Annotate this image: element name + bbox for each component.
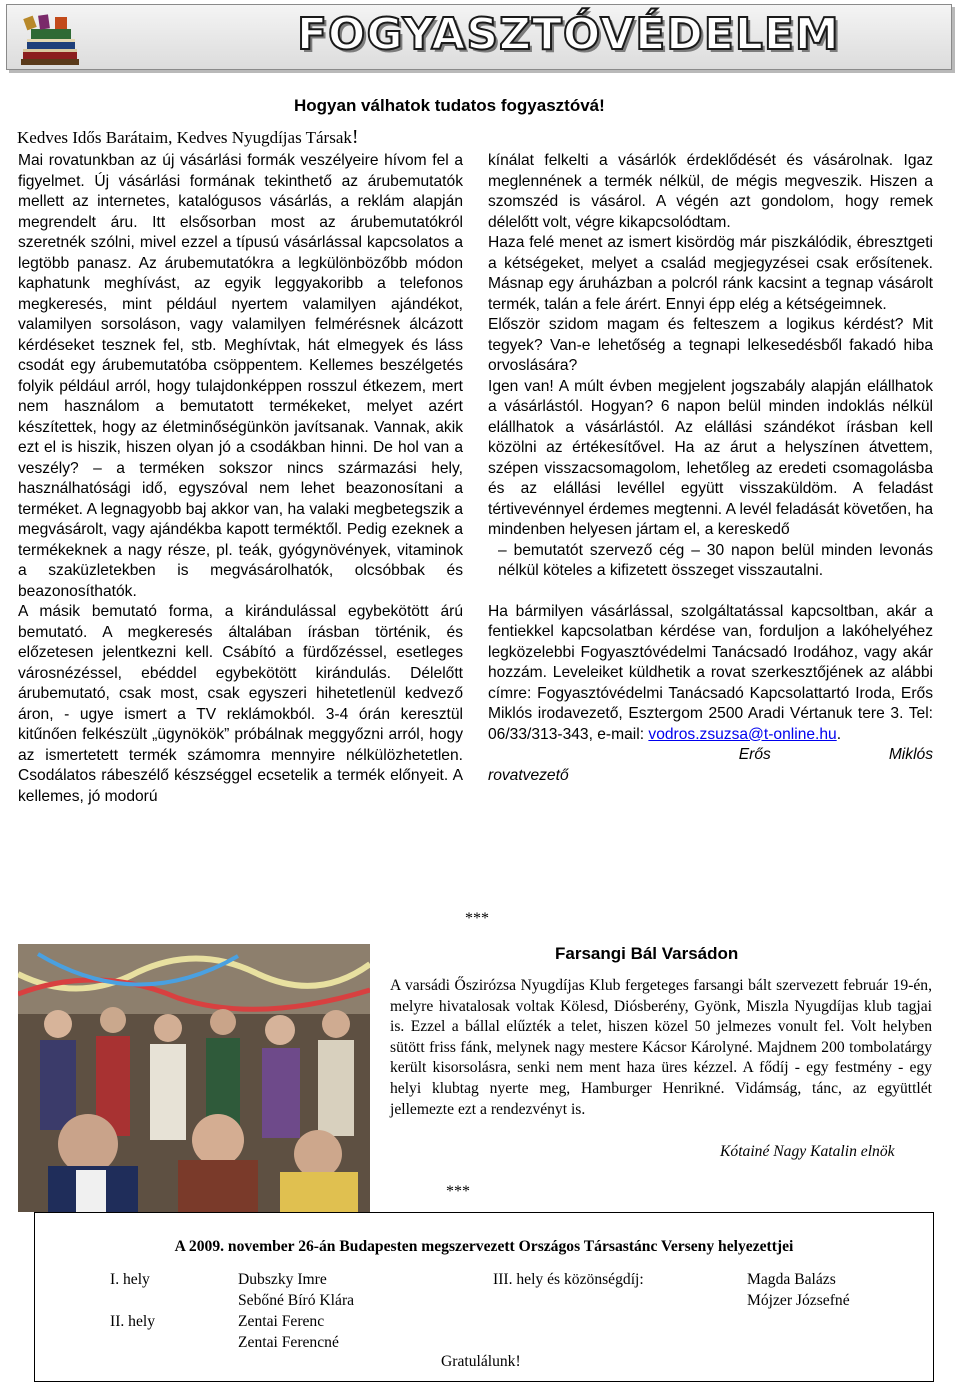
- article-headline: Hogyan válhatok tudatos fogyasztóvá!: [294, 96, 605, 115]
- right-paragraph-1: kínálat felkelti a vásárlók érdeklődését és vásárolnak. Igaz meglennének a termék nélkül, de mégis megveszik. Hiszen a szomszéd is vásárol. A végén azt gondolom, hogy remek délelőtt volt, végre kikapcsolódtam.: [488, 152, 933, 231]
- right-paragraph-2: Haza felé menet az ismert kisördög már piszkálódik, ébresztgeti a kétségeket, melyet a család megjegyzései csak erősítenek. Másnap egy áruházban a polcról ránk kacsint a tegnap vásárolt termék, talán a fele árért. Ennyi épp elég a kétségeimnek.: [488, 234, 933, 313]
- separator-stars: ***: [465, 910, 489, 927]
- place1-winner-a: Dubszky Imre: [238, 1271, 327, 1288]
- right-paragraph-4: Igen van! A múlt évben megjelent jogszabály alapján elállhatok a vásárlástól. Hogyan? 6 napon belül minden indoklás nélkül elállhatok a vásárlástól. Az elállási szándékot írásban kell közölni az értékesítővel. Ha az árut a helyszínen átvettem, szépen visszacsomagolom, lehetőleg az eredeti csomagolásba és az elállási levéllel együtt visszaküldöm. A feladást tértivevénnyel érdemes megtenni. A levél feladását követően, ha mindenben helyesen jártam el, a kereskedő: [488, 377, 933, 538]
- place2-label: II. hely: [110, 1313, 156, 1330]
- right-paragraph-6: [488, 602, 933, 746]
- article-right-column: [488, 151, 933, 786]
- right-paragraph-5: – bemutatót szervező cég – 30 napon belül minden levonás nélkül köteles a kifizetett összeget visszautalni.: [498, 541, 933, 579]
- congrats-text: Gratulálunk!: [441, 1353, 521, 1370]
- results-box: [34, 1212, 934, 1382]
- signature-line: [488, 745, 933, 766]
- left-paragraph-2: A másik bemutató forma, a kirándulással egybekötött árú bemutató. A megkeresés általában írásban történik, és előzetesen jelentkezni kell. Csábító a fürdőzéssel, esetleges városnézéssel, ebéddel egybekötött kirándulás. Délelőtt árubemutató, csak most, csak egyszeri hihetetlenül kedvező áron, - ugye ismert a TV reklámokból. 3-4 órán keresztül kitűnően felkészült „ügynökök” próbálnak meggyőzni arról, hogy az ismertetett termék számomra mennyire nélkülözhetetlen. Csodálatos rábeszélő készséggel ecsetelik a termék előnyeit. A kellemes, jó modorú: [18, 603, 463, 805]
- results-title: A 2009. november 26-án Budapesten megszervezett Országos Társastánc Verseny helyezettjei: [174, 1238, 794, 1255]
- signature-first-name: Erős: [738, 746, 771, 763]
- place3-winner-b: Mójzer Józsefné: [747, 1292, 850, 1309]
- place1-winner-b: Sebőné Bíró Klára: [238, 1292, 355, 1309]
- place1-label: I. hely: [110, 1271, 150, 1288]
- ball-title: Farsangi Bál Varsádon: [555, 944, 739, 963]
- signature-role: rovatvezető: [488, 766, 569, 784]
- place3-winner-a: Magda Balázs: [747, 1271, 836, 1288]
- greeting-mark: !: [351, 126, 359, 148]
- contact-text: Ha bármilyen vásárlással, szolgáltatással kapcsoltban, akár a fentiekkel kapcsolatban kérdése van, forduljon a lakóhelyéhez legközelebbi Fogyasztóvédelmi Tanácsadó Irodához, vagy akár hozzám. Leveleiket küldhetik a rovat szerkesztőjének az alábbi címre: Fogyasztóvédelmi Tanácsadó Kapcsolattartó Iroda, Erős Miklós irodavezető, Esztergom 2500 Aradi Vértanuk tere 3. Tel: 06/33/313-343, e-mail:: [488, 602, 933, 743]
- email-link[interactable]: vodros.zsuzsa@t-online.hu: [648, 725, 837, 743]
- header-banner: [6, 4, 952, 70]
- place3-label: III. hely és közönségdíj:: [493, 1271, 644, 1288]
- paragraph-gap: [488, 582, 933, 602]
- right-paragraph-3: Először szidom magam és felteszem a logikus kérdést? Mit tegyek? Van-e lehetőség a tegnapi lelkesedésből fakadó hiba orvoslására?: [488, 316, 933, 374]
- email-tail: .: [836, 725, 842, 743]
- banner-title: FOGYASZTÓVÉDELEM: [297, 9, 840, 60]
- place2-winner-a: Zentai Ferenc: [238, 1313, 325, 1330]
- article-left-column: [18, 151, 463, 807]
- ball-text: A varsádi Őszirózsa Nyugdíjas Klub fergeteges farsangi bált szervezett február 19-én, melyre hivatalosak voltak Kölesd, Diósberény, Gyönk, Miszla Nyugdíjas klub tagjai is. Ezzel a bállal elűzték a telet, hiszen közel 50 jelmezes vonult fel. Volt helyben sütött friss fánk, melynek nagy mestere Kácsor Károlyné. Majdnem 200 tombolatárgy került kisorsolásra, senki nem ment haza üres kézzel. A fődíj - egy festmény - egy helyi klubtag nyerte meg, Hamburger Henrikné. Vidámság, tánc, az együttlét jellemezte ezt a rendezvényt is.: [390, 977, 932, 1118]
- place2-winner-b: Zentai Ferencné: [238, 1334, 339, 1351]
- article-greeting: [17, 126, 359, 149]
- carnival-photo: [18, 944, 370, 1212]
- greeting-text: Kedves Idős Barátaim, Kedves Nyugdíjas Társak: [17, 128, 352, 147]
- books-icon: [19, 11, 81, 69]
- left-paragraph-1: Mai rovatunkban az új vásárlási formák veszélyeire hívom fel a figyelmet. Új vásárlási formának tekinthető az árubemutatók mellett az internetes, katalógusos vásárlás, a reklám alapján megrendelt áru. Itt elsősorban most az árubemutatókról szeretnék szólni, mivel ezzel a típusú vásárlással kapcsolatos a legtöbb panasz. Az árubemutatókra a legkülönbözőbb módon kaphatunk meghívást, az egyik leggyakoribb a telefonos megkeresés, mint például nyertem valamilyen ajándékot, valamilyen sorsoláson, vagy valamilyen felmérésnek álcázott kérdéseket tesznek fel, stb. Meghívtak, hát elmegyek és láss csodát egy árubemutatóba csöppentem. Kellemes beszélgetés folyik például arról, hogy tulajdonképpen rosszul étkezem, mert nem használom a bemutatott termékeket, melyet azért készítettek, hogy az életminőségünkön javítsanak. Vannak, akik ezt el is hiszik, hiszen olyan jó a csodákban hinni. De hol van a veszély? – a terméken sokszor nincs származási hely, használhatósági idő, egyszóval nem lehet beazonosítani a terméket. A legnagyobb baj akkor van, ha valaki megbetegszik a megvásárolt, vagy ajándékba kapott terméktől. Pedig ezeknek a termékeknek a nagy része, pl. teák, gyógynövények, vitaminok a szaküzletekben is megvásárolhatók, olcsóbbak és beazonosíthatók.: [18, 152, 463, 600]
- signature-last-name: Miklós: [888, 746, 933, 763]
- ball-signature: Kótainé Nagy Katalin elnök: [720, 1143, 895, 1160]
- separator-stars: ***: [446, 1183, 470, 1200]
